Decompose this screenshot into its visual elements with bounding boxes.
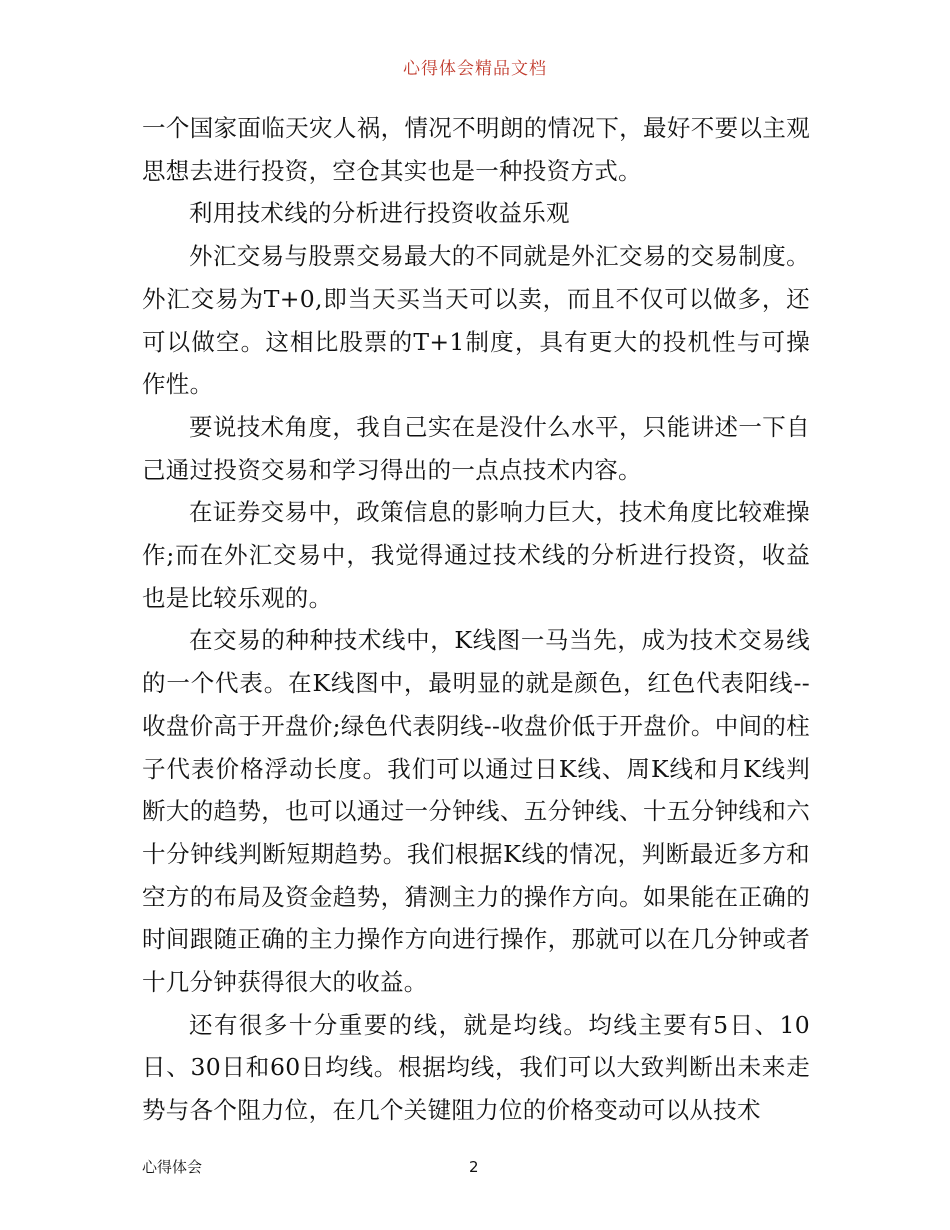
paragraph-3: 外汇交易与股票交易最大的不同就是外汇交易的交易制度。外汇交易为T+0,即当天买当天可以卖，而且不仅可以做多，还可以做空。这相比股票的T+1制度，具有更大的投机性与可操作性。 — [142, 242, 810, 399]
page-header-title: 心得体会精品文档 — [403, 59, 547, 79]
paragraph-5: 在证券交易中，政策信息的影响力巨大，技术角度比较难操作;而在外汇交易中，我觉得通过技术线的分析进行投资，收益也是比较乐观的。 — [142, 498, 810, 612]
paragraph-1: 一个国家面临天灾人祸，情况不明朗的情况下，最好不要以主观思想去进行投资，空仓其实也是一种投资方式。 — [142, 114, 810, 185]
paragraph-2-subheading: 利用技术线的分析进行投资收益乐观 — [189, 199, 570, 228]
document-body — [142, 107, 810, 1132]
paragraph-6: 在交易的种种技术线中，K线图一马当先，成为技术交易线的一个代表。在K线图中，最明显的就是颜色，红色代表阳线--收盘价高于开盘价;绿色代表阴线--收盘价低于开盘价。中间的柱子代表价格浮动长度。我们可以通过日K线、周K线和月K线判断大的趋势，也可以通过一分钟线、五分钟线、十五分钟线和六十分钟线判断短期趋势。我们根据K线的情况，判断最近多方和空方的布局及资金趋势，猜测主力的操作方向。如果能在正确的时间跟随正确的主力操作方向进行操作，那就可以在几分钟或者十几分钟获得很大的收益。 — [142, 626, 810, 997]
footer-label: 心得体会 — [142, 1158, 203, 1176]
paragraph-7: 还有很多十分重要的线，就是均线。均线主要有5日、10日、30日和60日均线。根据均线，我们可以大致判断出未来走势与各个阻力位，在几个关键阻力位的价格变动可以从技术 — [142, 1010, 810, 1125]
page-number: 2 — [469, 1158, 479, 1176]
paragraph-4: 要说技术角度，我自己实在是没什么水平，只能讲述一下自己通过投资交易和学习得出的一点点技术内容。 — [142, 412, 810, 484]
